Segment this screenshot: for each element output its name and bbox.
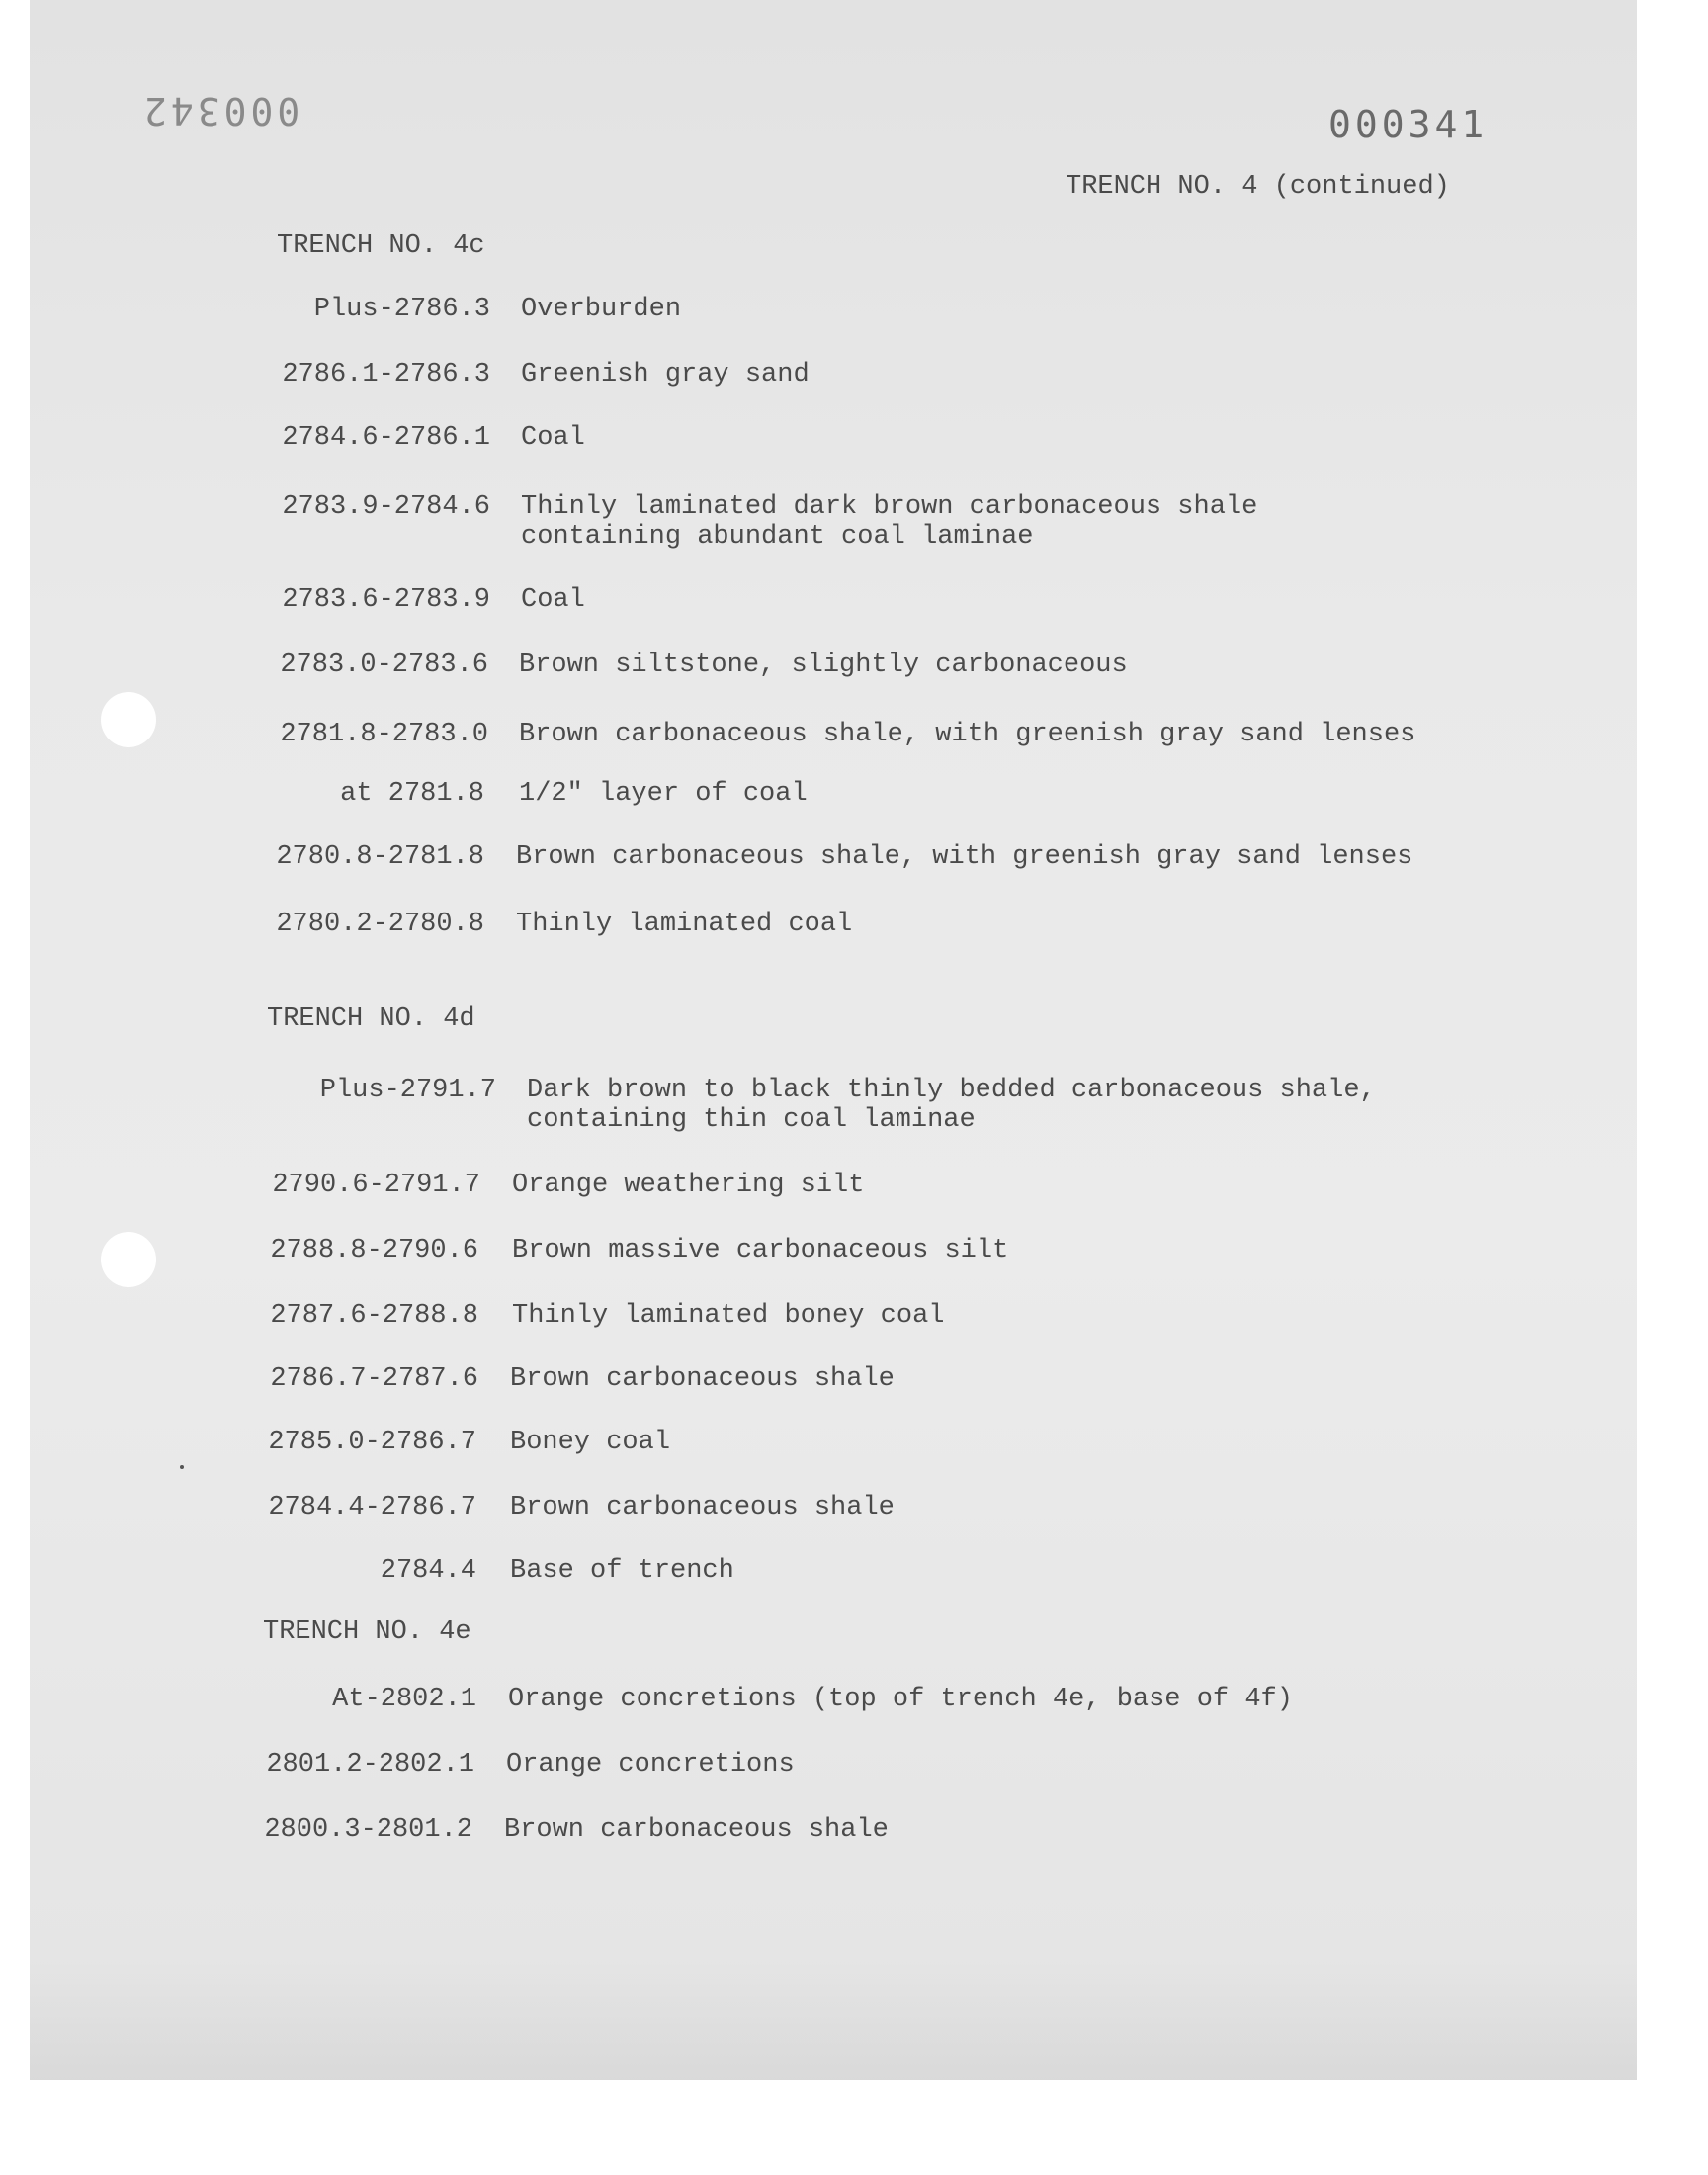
depth-range: 2788.8-2790.6 (270, 1236, 478, 1265)
entry-description: Greenish gray sand (521, 360, 810, 390)
section-title-4d: TRENCH NO. 4d (267, 1004, 475, 1034)
depth-range: 2784.6-2786.1 (282, 423, 490, 453)
entry-description: Brown massive carbonaceous silt (512, 1236, 1009, 1265)
entry-description: Brown carbonaceous shale (504, 1815, 889, 1845)
page-number-stamp: 000341 (1328, 103, 1489, 146)
entry-description: Brown carbonaceous shale, with greenish gray sand lenses (519, 720, 1416, 749)
mirrored-page-stamp: 000342 (140, 89, 300, 132)
entry-description: 1/2" layer of coal (519, 779, 808, 809)
depth-range: 2780.2-2780.8 (276, 910, 484, 939)
entry-description: Brown carbonaceous shale, with greenish gray sand lenses (516, 842, 1413, 872)
depth-range: 2787.6-2788.8 (270, 1301, 478, 1331)
depth-range: Plus-2791.7 (319, 1076, 496, 1105)
entry-description: Orange weathering silt (512, 1171, 865, 1200)
entry-description: Thinly laminated boney coal (512, 1301, 945, 1331)
entry-description: Brown siltstone, slightly carbonaceous (519, 651, 1128, 680)
depth-range: At-2802.1 (332, 1685, 476, 1714)
entry-description: Brown carbonaceous shale (510, 1364, 895, 1394)
entry-description: Thinly laminated coal (516, 910, 853, 939)
ink-speck (180, 1465, 184, 1469)
document-page (30, 0, 1637, 2080)
depth-range: 2786.7-2787.6 (270, 1364, 478, 1394)
entry-description: Dark brown to black thinly bedded carbonaceous shale, containing thin coal laminae (527, 1076, 1376, 1135)
depth-range: at 2781.8 (340, 779, 484, 809)
entry-description: Brown carbonaceous shale (510, 1493, 895, 1522)
entry-description: Overburden (521, 295, 682, 324)
section-title-4c: TRENCH NO. 4c (277, 231, 485, 261)
depth-range: 2786.1-2786.3 (282, 360, 490, 390)
depth-range: 2784.4 (380, 1556, 476, 1586)
entry-description: Base of trench (510, 1556, 734, 1586)
depth-range: 2784.4-2786.7 (268, 1493, 476, 1522)
depth-range: 2783.9-2784.6 (282, 492, 490, 522)
entry-description: Coal (521, 585, 585, 615)
depth-range: 2801.2-2802.1 (266, 1750, 474, 1780)
entry-description: Orange concretions (top of trench 4e, base of 4f) (508, 1685, 1293, 1714)
entry-description: Boney coal (510, 1428, 671, 1457)
entry-description: Coal (521, 423, 585, 453)
depth-range: 2780.8-2781.8 (276, 842, 484, 872)
entry-description: Thinly laminated dark brown carbonaceous shale containing abundant coal laminae (521, 492, 1258, 552)
depth-range: 2800.3-2801.2 (264, 1815, 472, 1845)
section-title-4e: TRENCH NO. 4e (263, 1617, 471, 1647)
depth-range: 2781.8-2783.0 (280, 720, 488, 749)
depth-range: 2783.0-2783.6 (280, 651, 488, 680)
page-heading: TRENCH NO. 4 (continued) (1066, 172, 1450, 202)
depth-range: 2783.6-2783.9 (282, 585, 490, 615)
depth-range: 2785.0-2786.7 (268, 1428, 476, 1457)
entry-description: Orange concretions (506, 1750, 795, 1780)
depth-range: Plus-2786.3 (313, 295, 490, 324)
depth-range: 2790.6-2791.7 (272, 1171, 480, 1200)
